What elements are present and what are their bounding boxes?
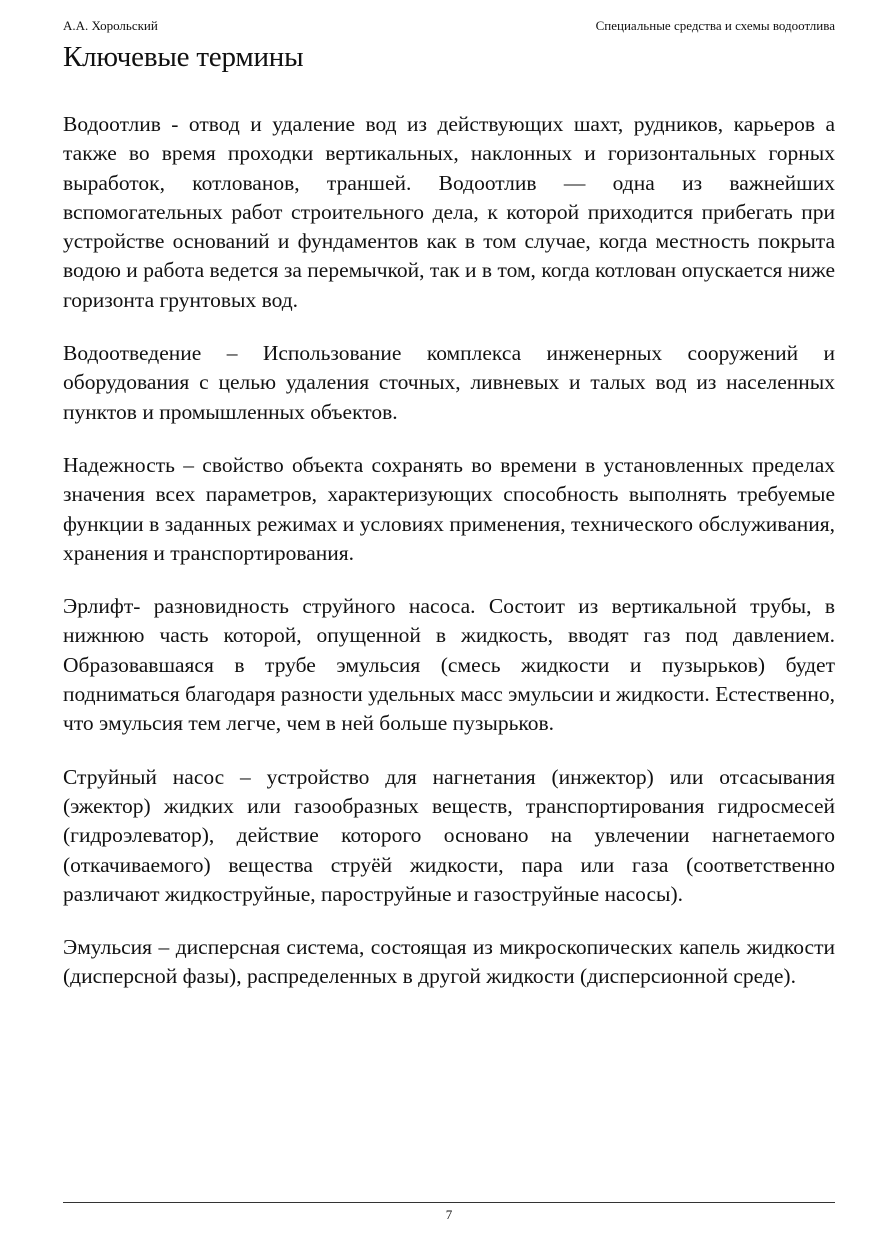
page-number: 7 [445, 1207, 453, 1222]
running-header [63, 16, 835, 36]
term-emulsiya: Эмульсия – дисперсная система, состоящая из микроскопических капель жидкости (дисперсной фазы), распределенных в другой жидкости (дисперсионной среде). [63, 935, 835, 989]
terms-list [63, 110, 835, 1016]
term-nadezhnost: Надежность – свойство объекта сохранять во времени в установленных пределах значения всех параметров, характеризующих способность выполнять требуемые функции в заданных режимах и условиях применения, технического обслуживания, хранения и транспортирования. [63, 452, 835, 565]
term-struyny-nasos: Струйный насос – устройство для нагнетания (инжектор) или отсасывания (эжектор) жидких или газообразных веществ, транспортирования гидросмесей (гидроэлеватор), действие которого основано на увлечении нагнетаемого (откачиваемого) вещества струёй жидкости, пара или газа (соответственно различают жидкоструйные, пароструйные и газоструйные насосы). [63, 764, 835, 906]
footer-divider [63, 1202, 835, 1203]
header-document-title: Специальные средства и схемы водоотлива [595, 18, 835, 33]
term-vodootliv: Водоотлив - отвод и удаление вод из действующих шахт, рудников, карьеров а также во время проходки вертикальных, наклонных и горизонтальных горных выработок, котлованов, траншей. Водоотлив — одна из важнейших вспомогательных работ строительного дела, к которой приходится прибегать при устройстве оснований и фундаментов как в том случае, когда местность покрыта водою и работа ведется за перемычкой, так и в том, когда котлован опускается ниже горизонта грунтовых вод. [63, 112, 835, 312]
section-title: Ключевые термины [63, 41, 304, 73]
term-vodootvedenie: Водоотведение – Использование комплекса инженерных сооружений и оборудования с целью удаления сточных, ливневых и талых вод из населенных пунктов и промышленных объектов. [63, 341, 835, 424]
term-erlift: Эрлифт- разновидность струйного насоса. Состоит из вертикальной трубы, в нижнюю часть которой, опущенной в жидкость, вводят газ под давлением. Образовавшаяся в трубе эмульсия (смесь жидкости и пузырьков) будет подниматься благодаря разности удельных масс эмульсии и жидкости. Естественно, что эмульсия тем легче, чем в ней больше пузырьков. [63, 594, 835, 736]
document-page [63, 0, 835, 1241]
header-author: А.А. Хорольский [63, 18, 158, 33]
